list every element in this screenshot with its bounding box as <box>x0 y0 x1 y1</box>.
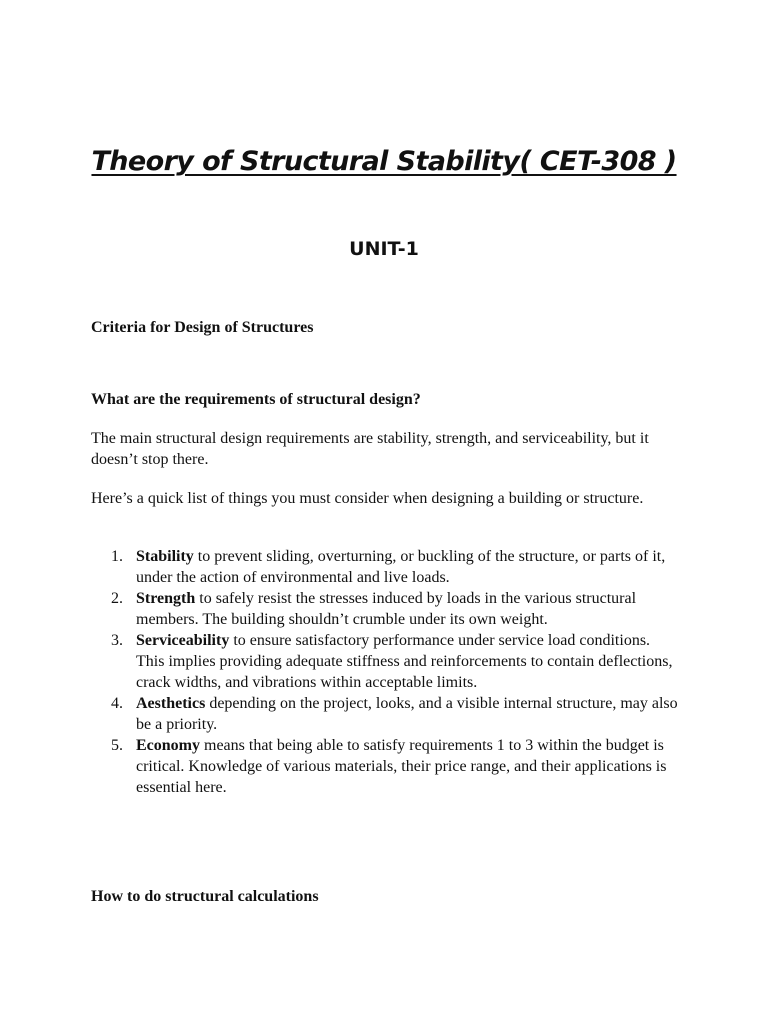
section-heading: Criteria for Design of Structures <box>91 319 314 336</box>
intro-paragraph: The main structural design requirements are stability, strength, and serviceability, but it doesn’t stop there. <box>91 430 649 468</box>
requirement-description: to ensure satisfactory performance under service load conditions. This implies providing adequate stiffness and reinforcements to contain deflections, crack widths, and vibrations within acceptable limits. <box>136 632 673 691</box>
list-number: 5. <box>111 737 123 754</box>
requirement-term: Serviceability <box>136 632 230 649</box>
requirement-description: to prevent sliding, overturning, or buckling of the structure, or parts of it, under the action of environmental and live loads. <box>136 548 666 586</box>
requirement-term: Economy <box>136 737 200 754</box>
requirement-item-strength <box>91 588 681 630</box>
requirement-description: to safely resist the stresses induced by loads in the various structural members. The building shouldn’t crumble under its own weight. <box>136 590 637 628</box>
requirement-description: means that being able to satisfy requirements 1 to 3 within the budget is critical. Knowledge of various materials, their price range, and their applications is essential here. <box>136 737 667 796</box>
requirements-list <box>91 546 681 798</box>
unit-heading: UNIT-1 <box>349 238 419 260</box>
requirement-item-economy <box>91 735 681 798</box>
list-number: 3. <box>111 632 123 649</box>
requirement-item-stability <box>91 546 681 588</box>
question-heading: What are the requirements of structural design? <box>91 391 421 408</box>
list-number: 2. <box>111 590 123 607</box>
calculations-heading: How to do structural calculations <box>91 888 319 905</box>
list-number: 1. <box>111 548 123 565</box>
requirement-item-serviceability <box>91 630 681 693</box>
requirement-item-aesthetics <box>91 693 681 735</box>
requirement-term: Aesthetics <box>136 695 206 712</box>
list-intro-paragraph: Here’s a quick list of things you must consider when designing a building or structure. <box>91 490 644 507</box>
requirement-term: Stability <box>136 548 194 565</box>
list-number: 4. <box>111 695 123 712</box>
requirement-term: Strength <box>136 590 196 607</box>
requirement-description: depending on the project, looks, and a visible internal structure, may also be a priority. <box>136 695 678 733</box>
document-title: Theory of Structural Stability( CET-308 ) <box>91 146 677 177</box>
